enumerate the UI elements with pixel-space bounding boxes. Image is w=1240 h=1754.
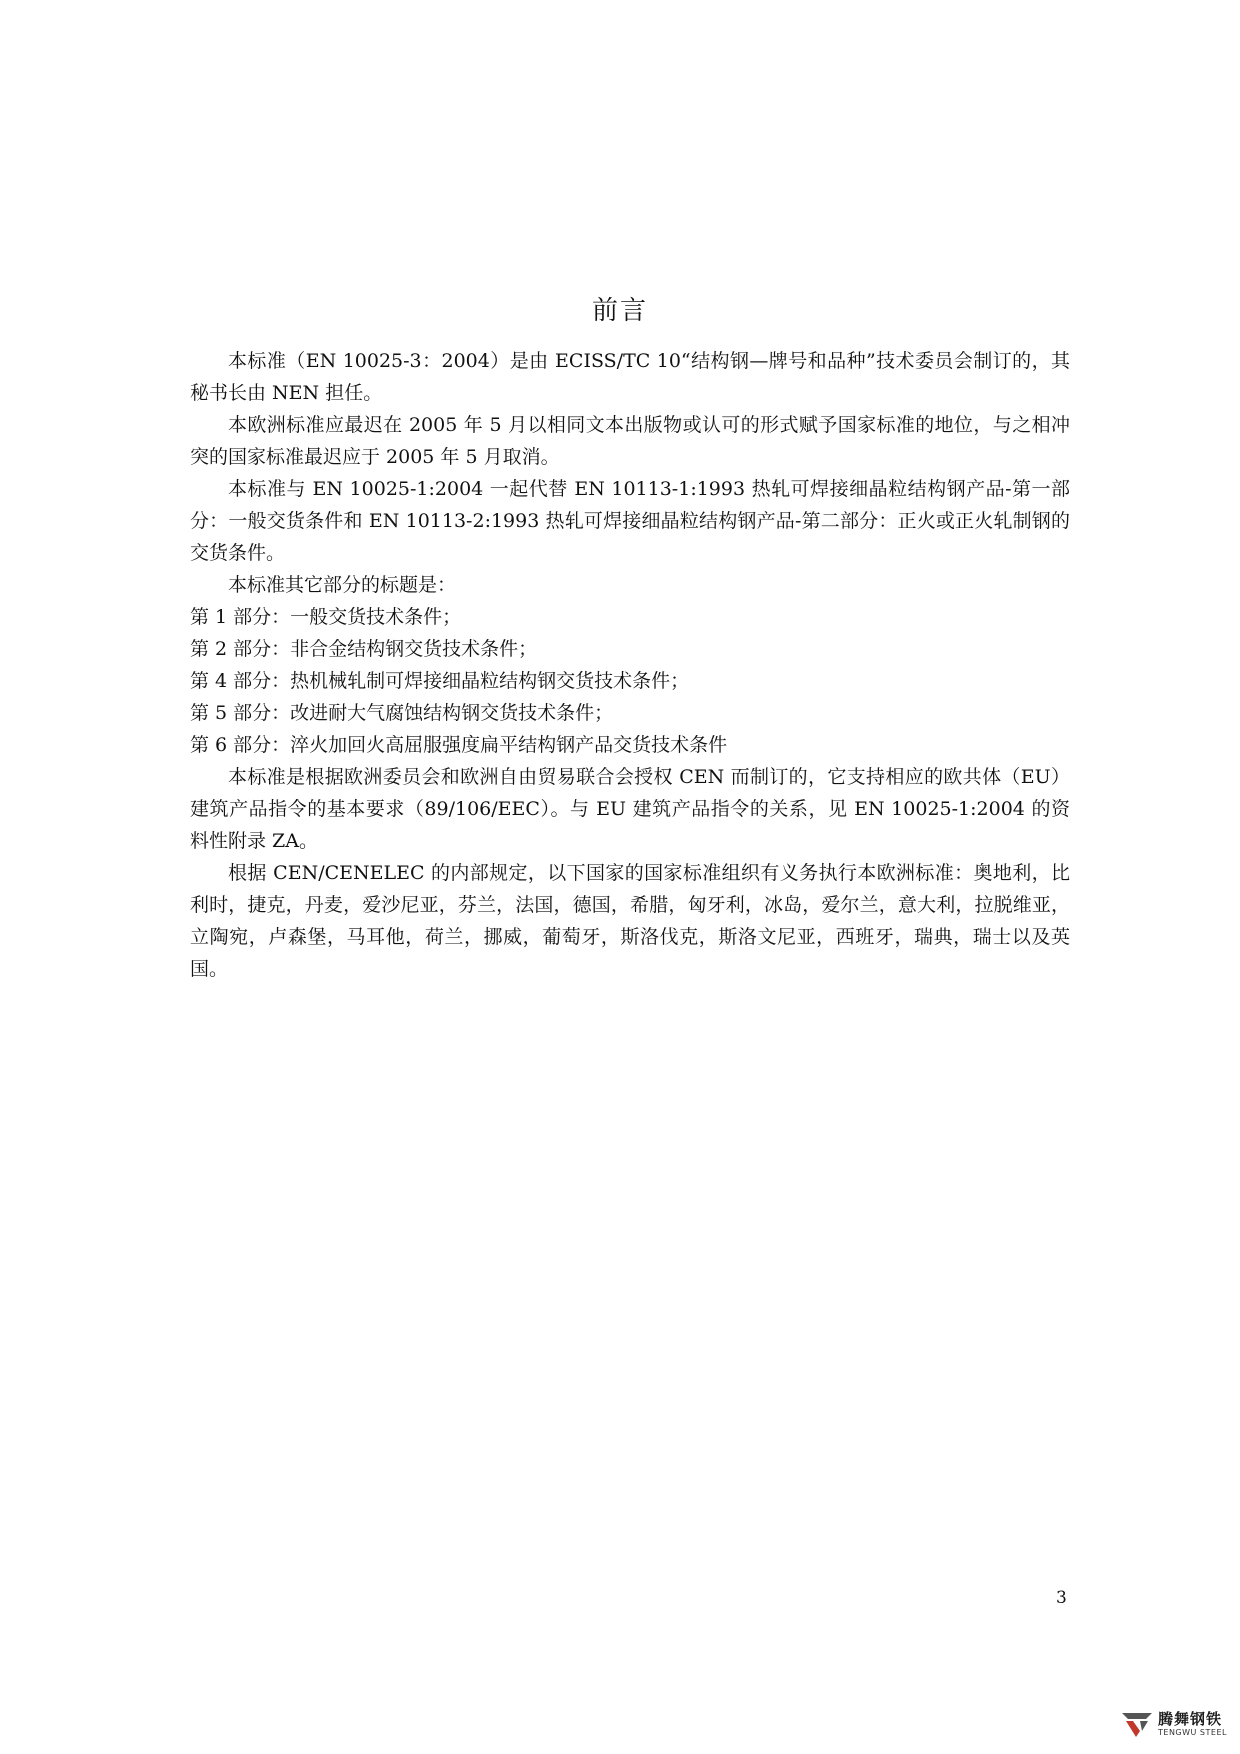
logo-name-en: TENGWU STEEL xyxy=(1158,1727,1227,1737)
list-item-part-2: 第 2 部分：非合金结构钢交货技术条件； xyxy=(190,638,538,660)
logo-mark-icon xyxy=(1120,1709,1154,1739)
paragraph-mandate: 本标准是根据欧洲委员会和欧洲自由贸易联合会授权 CEN 而制订的，它支持相应的欧共体（EU）建筑产品指令的基本要求（89/106/EEC）。与 EU 建筑产品指令的关系，见 EN 10025-1:2004 的资料性附录 ZA。 xyxy=(190,766,1070,852)
company-logo xyxy=(1120,1704,1240,1744)
paragraph-adoption-date: 本欧洲标准应最迟在 2005 年 5 月以相同文本出版物或认可的形式赋予国家标准的地位，与之相冲突的国家标准最迟应于 2005 年 5 月取消。 xyxy=(190,414,1070,468)
paragraph-intro: 本标准（EN 10025-3：2004）是由 ECISS/TC 10“结构钢—牌号和品种”技术委员会制订的，其秘书长由 NEN 担任。 xyxy=(190,350,1070,404)
logo-name-cn: 腾舞钢铁 xyxy=(1158,1709,1223,1728)
list-item-part-1: 第 1 部分：一般交货技术条件； xyxy=(190,606,462,628)
paragraph-supersedes: 本标准与 EN 10025-1:2004 一起代替 EN 10113-1:1993 热轧可焊接细晶粒结构钢产品-第一部分：一般交货条件和 EN 10113-2:1993 热轧可焊接细晶粒结构钢产品-第二部分：正火或正火轧制钢的交货条件。 xyxy=(190,478,1070,564)
list-item-part-5: 第 5 部分：改进耐大气腐蚀结构钢交货技术条件； xyxy=(190,702,614,724)
document-body xyxy=(190,345,1070,985)
paragraph-countries: 根据 CEN/CENELEC 的内部规定，以下国家的国家标准组织有义务执行本欧洲标准：奥地利，比利时，捷克，丹麦，爱沙尼亚，芬兰，法国，德国，希腊，匈牙利，冰岛，爱尔兰，意大利，拉脱维亚，立陶宛，卢森堡，马耳他，荷兰，挪威，葡萄牙，斯洛伐克，斯洛文尼亚，西班牙，瑞典，瑞士以及英国。 xyxy=(190,862,1070,980)
list-item-part-4: 第 4 部分：热机械轧制可焊接细晶粒结构钢交货技术条件； xyxy=(190,670,690,692)
page-title: 前言 xyxy=(591,296,648,326)
paragraph-other-parts-heading: 本标准其它部分的标题是： xyxy=(228,574,457,596)
page-number: 3 xyxy=(1056,1588,1067,1608)
list-item-part-6: 第 6 部分：淬火加回火高屈服强度扁平结构钢产品交货技术条件 xyxy=(190,734,728,756)
